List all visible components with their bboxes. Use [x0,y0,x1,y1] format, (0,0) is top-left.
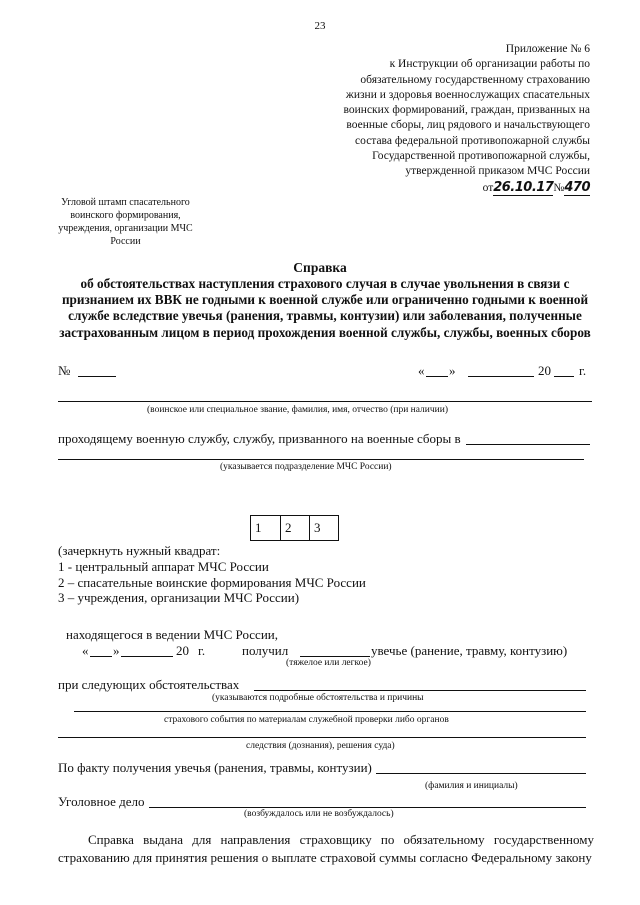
injury-text: увечье (ранение, травму, контузию) [371,643,568,658]
service-field[interactable] [466,444,590,445]
injury-day-field[interactable] [90,656,112,657]
strike-item-2: 2 – спасательные воинские формирования МЧС России [58,575,366,590]
number-field[interactable] [78,376,116,377]
handwritten-number: 470 [564,179,590,195]
month-field[interactable] [468,376,534,377]
number-sign: № [553,181,565,194]
strike-item-3: 3 – учреждения, организации МЧС России) [58,590,300,605]
year-field[interactable] [554,376,574,377]
page-number: 23 [314,20,326,32]
caption-investigation: следствия (дознания), решения суда) [246,741,395,751]
name-field[interactable] [58,401,592,402]
appendix-line: Приложение № 6 [505,43,590,55]
square-box-3[interactable]: 3 [309,516,338,540]
appendix-block [344,42,590,196]
number-label: № [58,363,71,378]
service-text: проходящему военную службу, службу, призванного на военные сборы в [58,431,461,446]
custody-text: находящегося в ведении МЧС России, [66,627,278,642]
injury-year-suffix: г. [198,643,206,658]
date-prefix: от [482,181,494,194]
circumstances-field[interactable] [254,690,586,691]
injury-month-field[interactable] [121,656,173,657]
caption-event: страхового события по материалам служебной проверки либо органов [164,715,449,725]
severity-field[interactable] [300,656,370,657]
appendix-line: жизни и здоровья военнослужащих спасательных [345,88,590,101]
year-prefix: 20 [538,363,551,378]
handwritten-date: 26.10.17 [493,179,554,195]
checkbox-squares [250,515,339,541]
appendix-line: военные сборы, лиц рядового и начальствующего [346,119,590,132]
closing-paragraph: Справка выдана для направления страховщику по обязательному государственному страхованию для принятия решения о выплате страховой суммы согласно Федеральному закону [58,832,594,865]
caption-name: (воинское или специальное звание, фамилия, имя, отчество (при наличии) [147,405,448,415]
caption-case: (возбуждалось или не возбуждалось) [244,809,394,819]
appendix-line: состава федеральной противопожарной службы [355,134,590,147]
appendix-line: обязательному государственному страхованию [360,73,590,86]
quote-close: » [449,363,456,378]
appendix-order-line [344,180,590,196]
division-field[interactable] [58,459,584,460]
fact-field[interactable] [376,773,586,774]
circumstances-text: при следующих обстоятельствах [58,677,240,692]
caption-circumstances: (указываются подробные обстоятельства и причины [212,693,424,703]
caption-initials: (фамилия и инициалы) [425,781,518,791]
year-suffix: г. [579,363,587,378]
fact-text: По факту получения увечья (ранения, травмы, контузии) [58,760,372,775]
injury-quote-close: » [113,643,120,658]
appendix-line: Государственной противопожарной службы, [372,150,590,163]
appendix-line: утвержденной приказом МЧС России [405,165,590,178]
day-field[interactable] [426,376,448,377]
received-text: получил [242,643,289,658]
strike-heading: (зачеркнуть нужный квадрат: [58,543,221,558]
square-box-1[interactable]: 1 [255,520,262,535]
appendix-line: к Инструкции об организации работы по [389,58,590,71]
quote-open: « [418,363,425,378]
criminal-case-field[interactable] [149,807,586,808]
strike-item-1: 1 - центральный аппарат МЧС России [58,559,269,574]
circumstances-field-3[interactable] [58,737,586,738]
document-title: Справка [293,260,347,275]
appendix-line: воинских формирований, граждан, призванных на [343,104,590,117]
criminal-case-text: Уголовное дело [58,794,145,809]
circumstances-field-2[interactable] [74,711,586,712]
corner-stamp-label: Угловой штамп спасательного воинского формирования, учреждения, организации МЧС России [58,197,193,247]
document-subtitle: об обстоятельствах наступления страхового случая в случае увольнения в связи с признанием их ВВК не годными к военной службе или ограниченно годными к военной службе вследствие увечья (ранения, травмы, контузии) или заболевания, полученные застрахованным лицом в период прохождения военной службы, службы, военных сборов [59,276,591,340]
caption-division: (указывается подразделение МЧС России) [220,462,392,472]
square-box-2[interactable]: 2 [280,516,309,540]
caption-severity: (тяжелое или легкое) [286,658,371,668]
injury-quote-open: « [82,643,89,658]
injury-year: 20 [176,643,189,658]
